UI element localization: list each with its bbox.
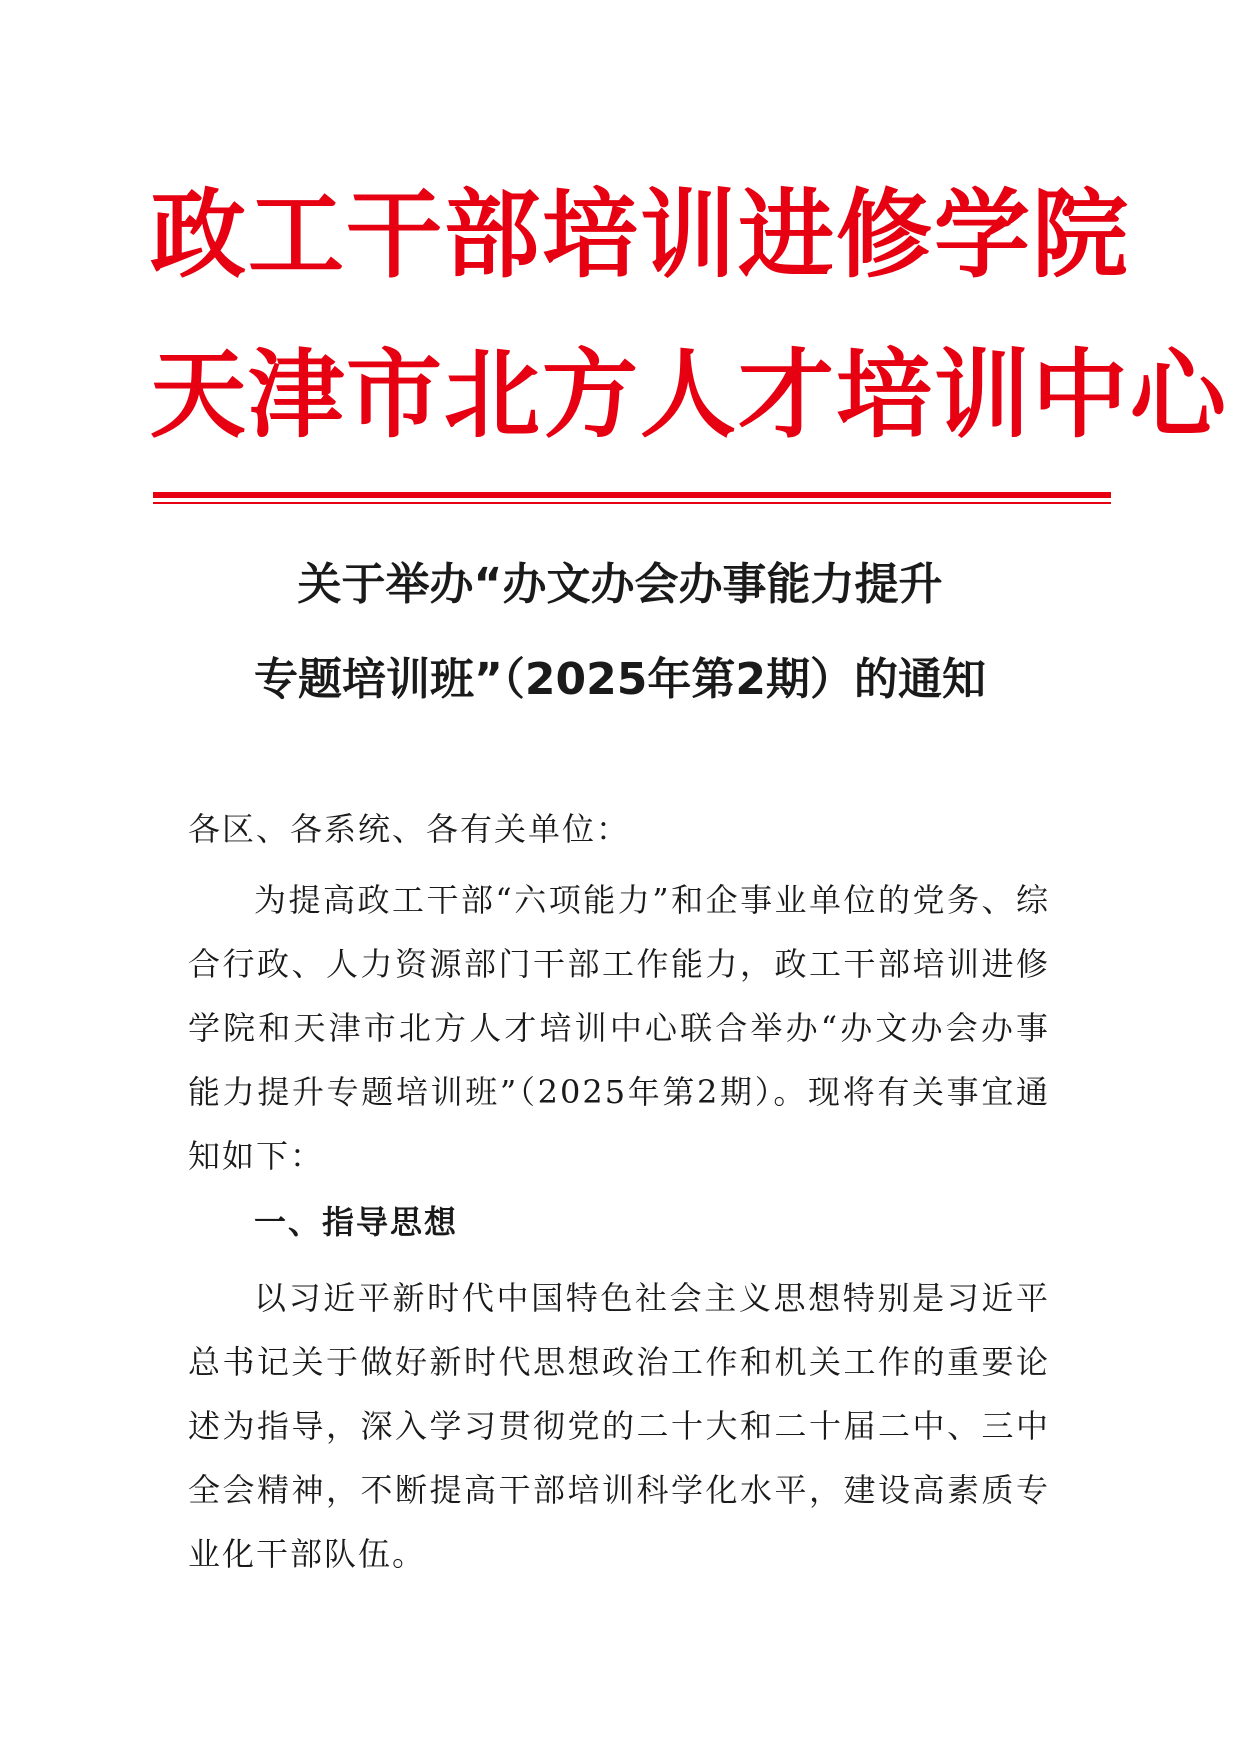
red-header-rule-thick [153, 492, 1111, 498]
guiding-ideology-paragraph: 以习近平新时代中国特色社会主义思想特别是习近平总书记关于做好新时代思想政治工作和机关工作的重要论述为指导，深入学习贯彻党的二十大和二十届二中、三中全会精神，不断提高干部培训科学化水平，建设高素质专业化干部队伍。 [188, 1279, 1050, 1573]
notice-title-line-2: 专题培训班”（2025年第2期）的通知 [254, 654, 986, 705]
issuer-name-line-2: 天津市北方人才培训中心 [150, 339, 1228, 451]
red-header-rule-thin [153, 502, 1111, 504]
section-heading-guiding-ideology: 一、指导思想 [254, 1203, 459, 1241]
issuer-name-line-1: 政工干部培训进修学院 [150, 179, 1130, 291]
intro-paragraph: 为提高政工干部“六项能力”和企事业单位的党务、综合行政、人力资源部门干部工作能力，政工干部培训进修学院和天津市北方人才培训中心联合举办“办文办会办事能力提升专题培训班”（2025年第2期）。现将有关事宜通知如下： [188, 881, 1050, 1175]
salutation: 各区、各系统、各有关单位： [188, 810, 631, 848]
notice-title-line-1: 关于举办“办文办会办事能力提升 [297, 559, 943, 610]
